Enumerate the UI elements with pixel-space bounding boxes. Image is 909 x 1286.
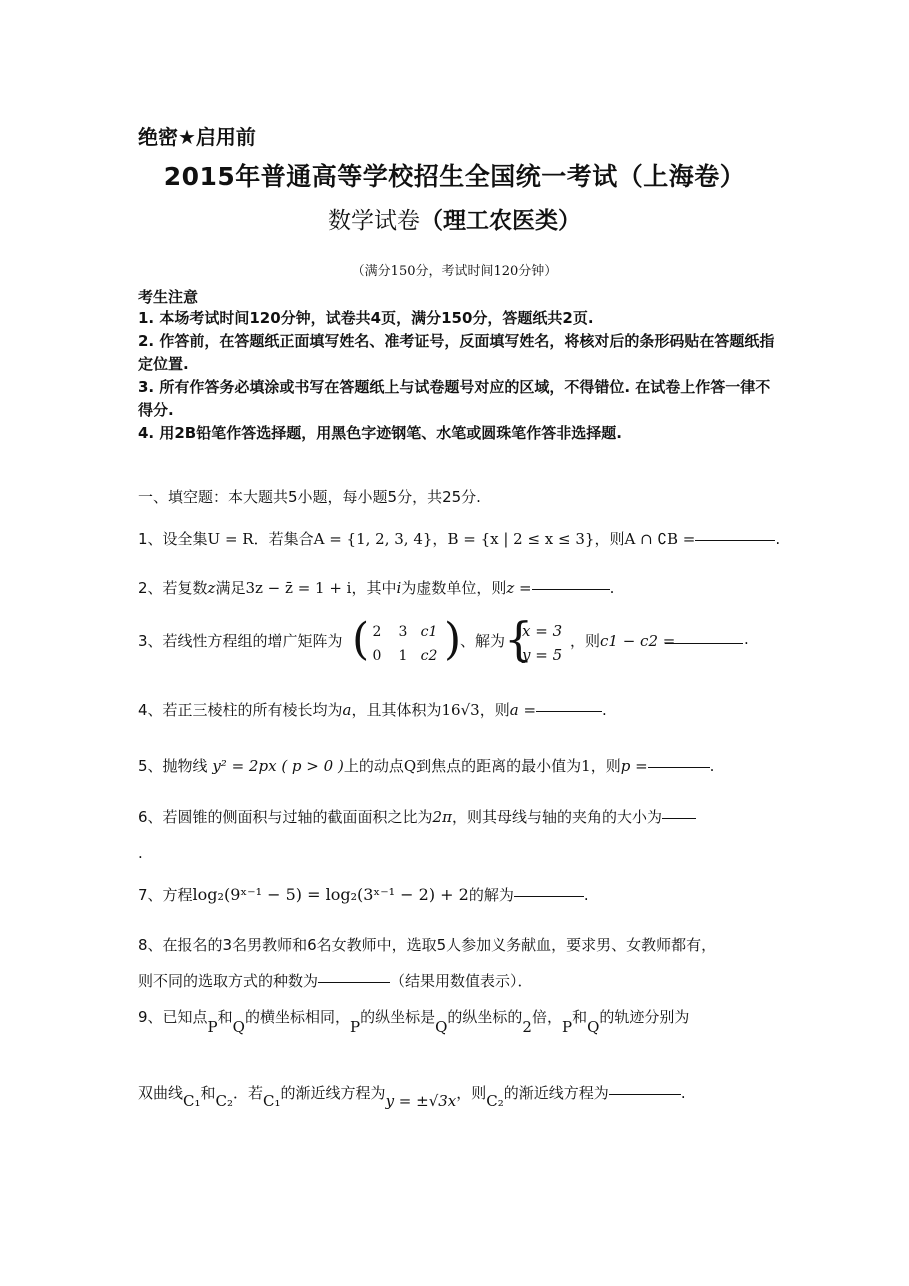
q4-text-3: ，则 <box>479 701 510 719</box>
q8-text-2: （结果用数值表示）． <box>390 972 533 990</box>
q5-text-2: 上的动点 <box>343 757 404 775</box>
q9-math: C₁ <box>263 1092 281 1110</box>
q1-math-1: U = R <box>207 530 254 548</box>
q9-text: 的纵坐标的 <box>447 1008 523 1026</box>
q9-text: 倍， <box>531 1008 562 1026</box>
q9-text: 和 <box>572 1008 588 1026</box>
q9-text: ，则 <box>456 1084 487 1102</box>
exam-title: 2015年普通高等学校招生全国统一考试（上海卷） <box>163 162 746 191</box>
solution-system <box>522 622 562 664</box>
q9-text: 和 <box>217 1008 233 1026</box>
exam-subtitle <box>0 202 909 235</box>
q5-math-2: ( p > 0 ) <box>281 757 344 775</box>
q5-end: . <box>709 757 715 775</box>
q5-math-1: y² = 2px <box>212 757 277 775</box>
q9-text: 的纵坐标是 <box>360 1008 436 1026</box>
q4-math-2: 16√3 <box>441 701 480 719</box>
q9-text: 的渐近线方程为 <box>503 1084 609 1102</box>
q5-math-4: 1 <box>581 757 591 775</box>
q3-answer-blank[interactable] <box>665 642 743 644</box>
system-brace: { <box>504 612 534 666</box>
q2-math-3: i <box>396 579 402 597</box>
matrix-left-paren: ( <box>352 614 370 665</box>
q3-end: . <box>744 630 749 648</box>
question-7 <box>138 884 589 905</box>
q4-math-3: a = <box>509 701 537 719</box>
q9-math: Q <box>435 1018 448 1036</box>
q9-math: P <box>207 1018 218 1036</box>
q7-answer-blank[interactable] <box>514 895 584 897</box>
q6-text-1: 6、若圆锥的侧面积与过轴的截面面积之比为 <box>138 808 433 826</box>
question-5 <box>138 755 714 776</box>
q6-text-2: ，则其母线与轴的夹角的大小为 <box>451 808 662 826</box>
q1-math-4: A ∩ ∁B = <box>624 530 696 548</box>
question-9-line-1 <box>138 1006 689 1036</box>
q5-math-3: Q <box>403 757 417 775</box>
q9-text: 的横坐标相同， <box>244 1008 350 1026</box>
question-8-line-1: 8、在报名的3名男教师和6名女教师中，选取5人参加义务献血，要求男、女教师都有， <box>138 936 717 954</box>
q9-answer-blank[interactable] <box>609 1093 681 1095</box>
q9-math: C₂ <box>215 1092 234 1110</box>
q1-text-1: 1、设全集 <box>138 530 208 548</box>
notice-item-1: 1. 本场考试时间120分钟，试卷共4页，满分150分，答题纸共2页. <box>138 309 594 327</box>
q5-text-4: ，则 <box>590 757 621 775</box>
q5-text-3: 到焦点的距离的最小值为 <box>416 757 582 775</box>
q5-text-1: 5、抛物线 <box>138 757 208 775</box>
matrix-cell: 1 <box>398 648 408 664</box>
q2-math-2: 3z − z̄ = 1 + i <box>245 579 352 597</box>
q2-text-2: 满足 <box>215 579 246 597</box>
q9-text: 9、已知点 <box>138 1008 208 1026</box>
q8-answer-blank[interactable] <box>318 981 390 983</box>
q2-answer-blank[interactable] <box>532 588 610 590</box>
q9-math: y = ±√3x <box>385 1092 457 1110</box>
q1-math-3: B = {x | 2 ≤ x ≤ 3} <box>447 530 595 548</box>
subtitle-main: 数学试卷 <box>328 208 420 234</box>
question-6 <box>138 806 696 827</box>
q1-text-4: ，则 <box>594 530 625 548</box>
notice-item-4: 4. 用2B铅笔作答选择题，用黑色字迹钢笔、水笔或圆珠笔作答非选择题. <box>138 424 622 442</box>
q4-text-1: 4、若正三棱柱的所有棱长均为 <box>138 701 343 719</box>
q2-text-1: 2、若复数 <box>138 579 208 597</box>
subtitle-paren: （理工农医类） <box>420 208 581 234</box>
notice-title: 考生注意 <box>138 288 199 306</box>
system-line-1: x = 3 <box>522 622 563 640</box>
q3-text-3: ，则 <box>570 632 601 650</box>
q5-answer-blank[interactable] <box>648 766 710 768</box>
question-2 <box>138 577 614 598</box>
q4-answer-blank[interactable] <box>536 710 602 712</box>
q4-math-1: a <box>342 701 352 719</box>
augmented-matrix <box>364 622 446 664</box>
q4-text-2: ，且其体积为 <box>351 701 442 719</box>
q9-math: Q <box>232 1018 245 1036</box>
q5-math-5: p = <box>620 757 648 775</box>
q9-text: ．若 <box>233 1084 264 1102</box>
q3-math-1: c1 − c2 = <box>600 632 676 650</box>
q9-math: P <box>561 1018 573 1036</box>
q2-text-4: 为虚数单位，则 <box>401 579 507 597</box>
question-4 <box>138 699 607 720</box>
q2-text-3: ，其中 <box>351 579 397 597</box>
q9-math: P <box>349 1018 361 1036</box>
matrix-cell: c2 <box>420 648 438 664</box>
q7-math-1: log₂(9ˣ⁻¹ − 5) = log₂(3ˣ⁻¹ − 2) + 2 <box>192 885 469 904</box>
q9-end: . <box>680 1084 686 1102</box>
q9-text: 双曲线 <box>138 1084 184 1102</box>
q7-text-2: 的解为 <box>468 886 514 904</box>
q9-text: 和 <box>200 1084 216 1102</box>
q4-end: . <box>602 701 607 719</box>
q7-end: . <box>583 886 589 904</box>
q1-answer-blank[interactable] <box>695 539 775 541</box>
q9-text: 的轨迹分别为 <box>599 1008 690 1026</box>
q3-text-1: 3、若线性方程组的增广矩阵为 <box>138 632 343 650</box>
q6-answer-blank[interactable] <box>662 817 696 819</box>
q2-math-4: z = <box>506 579 532 597</box>
confidential-mark: 绝密★启用前 <box>138 125 256 149</box>
q9-math: C₂ <box>486 1092 504 1110</box>
q1-end: . <box>775 530 781 548</box>
q6-continuation: . <box>138 844 143 862</box>
q7-text-1: 7、方程 <box>138 886 193 904</box>
matrix-cell: 3 <box>398 624 408 640</box>
system-line-2: y = 5 <box>522 646 563 664</box>
matrix-right-paren: ) <box>444 614 462 665</box>
q2-end: . <box>609 579 615 597</box>
matrix-cell: 2 <box>372 624 382 640</box>
q3-text-2: 、解为 <box>460 632 506 650</box>
score-time-note: （满分150分，考试时间120分钟） <box>351 264 558 279</box>
question-9-line-2 <box>138 1082 686 1110</box>
notice-item-2: 2. 作答前，在答题纸正面填写姓名、准考证号，反面填写姓名，将核对后的条形码贴在答题纸指定位置. <box>138 332 775 373</box>
q9-text: 的渐近线方程为 <box>280 1084 386 1102</box>
notice-item-3: 3. 所有作答务必填涂或书写在答题纸上与试卷题号对应的区域，不得错位. 在试卷上作答一律不得分. <box>138 378 771 419</box>
q9-math: Q <box>587 1018 600 1036</box>
q1-math-2: A = {1, 2, 3, 4} <box>313 530 433 548</box>
q8-text-1: 则不同的选取方式的种数为 <box>138 972 319 990</box>
section-1-heading: 一、填空题：本大题共5小题，每小题5分，共25分. <box>138 488 481 506</box>
question-1 <box>138 528 780 549</box>
q9-math: 2 <box>522 1018 532 1036</box>
question-8-line-2 <box>138 970 533 991</box>
q9-math: C₁ <box>183 1092 201 1110</box>
q6-math-1: 2π <box>432 808 452 826</box>
matrix-cell: c1 <box>420 624 438 640</box>
q1-text-3: ， <box>432 530 448 548</box>
matrix-cell: 0 <box>372 648 382 664</box>
q2-math-1: z <box>207 579 216 597</box>
q1-text-2: ．若集合 <box>253 530 314 548</box>
